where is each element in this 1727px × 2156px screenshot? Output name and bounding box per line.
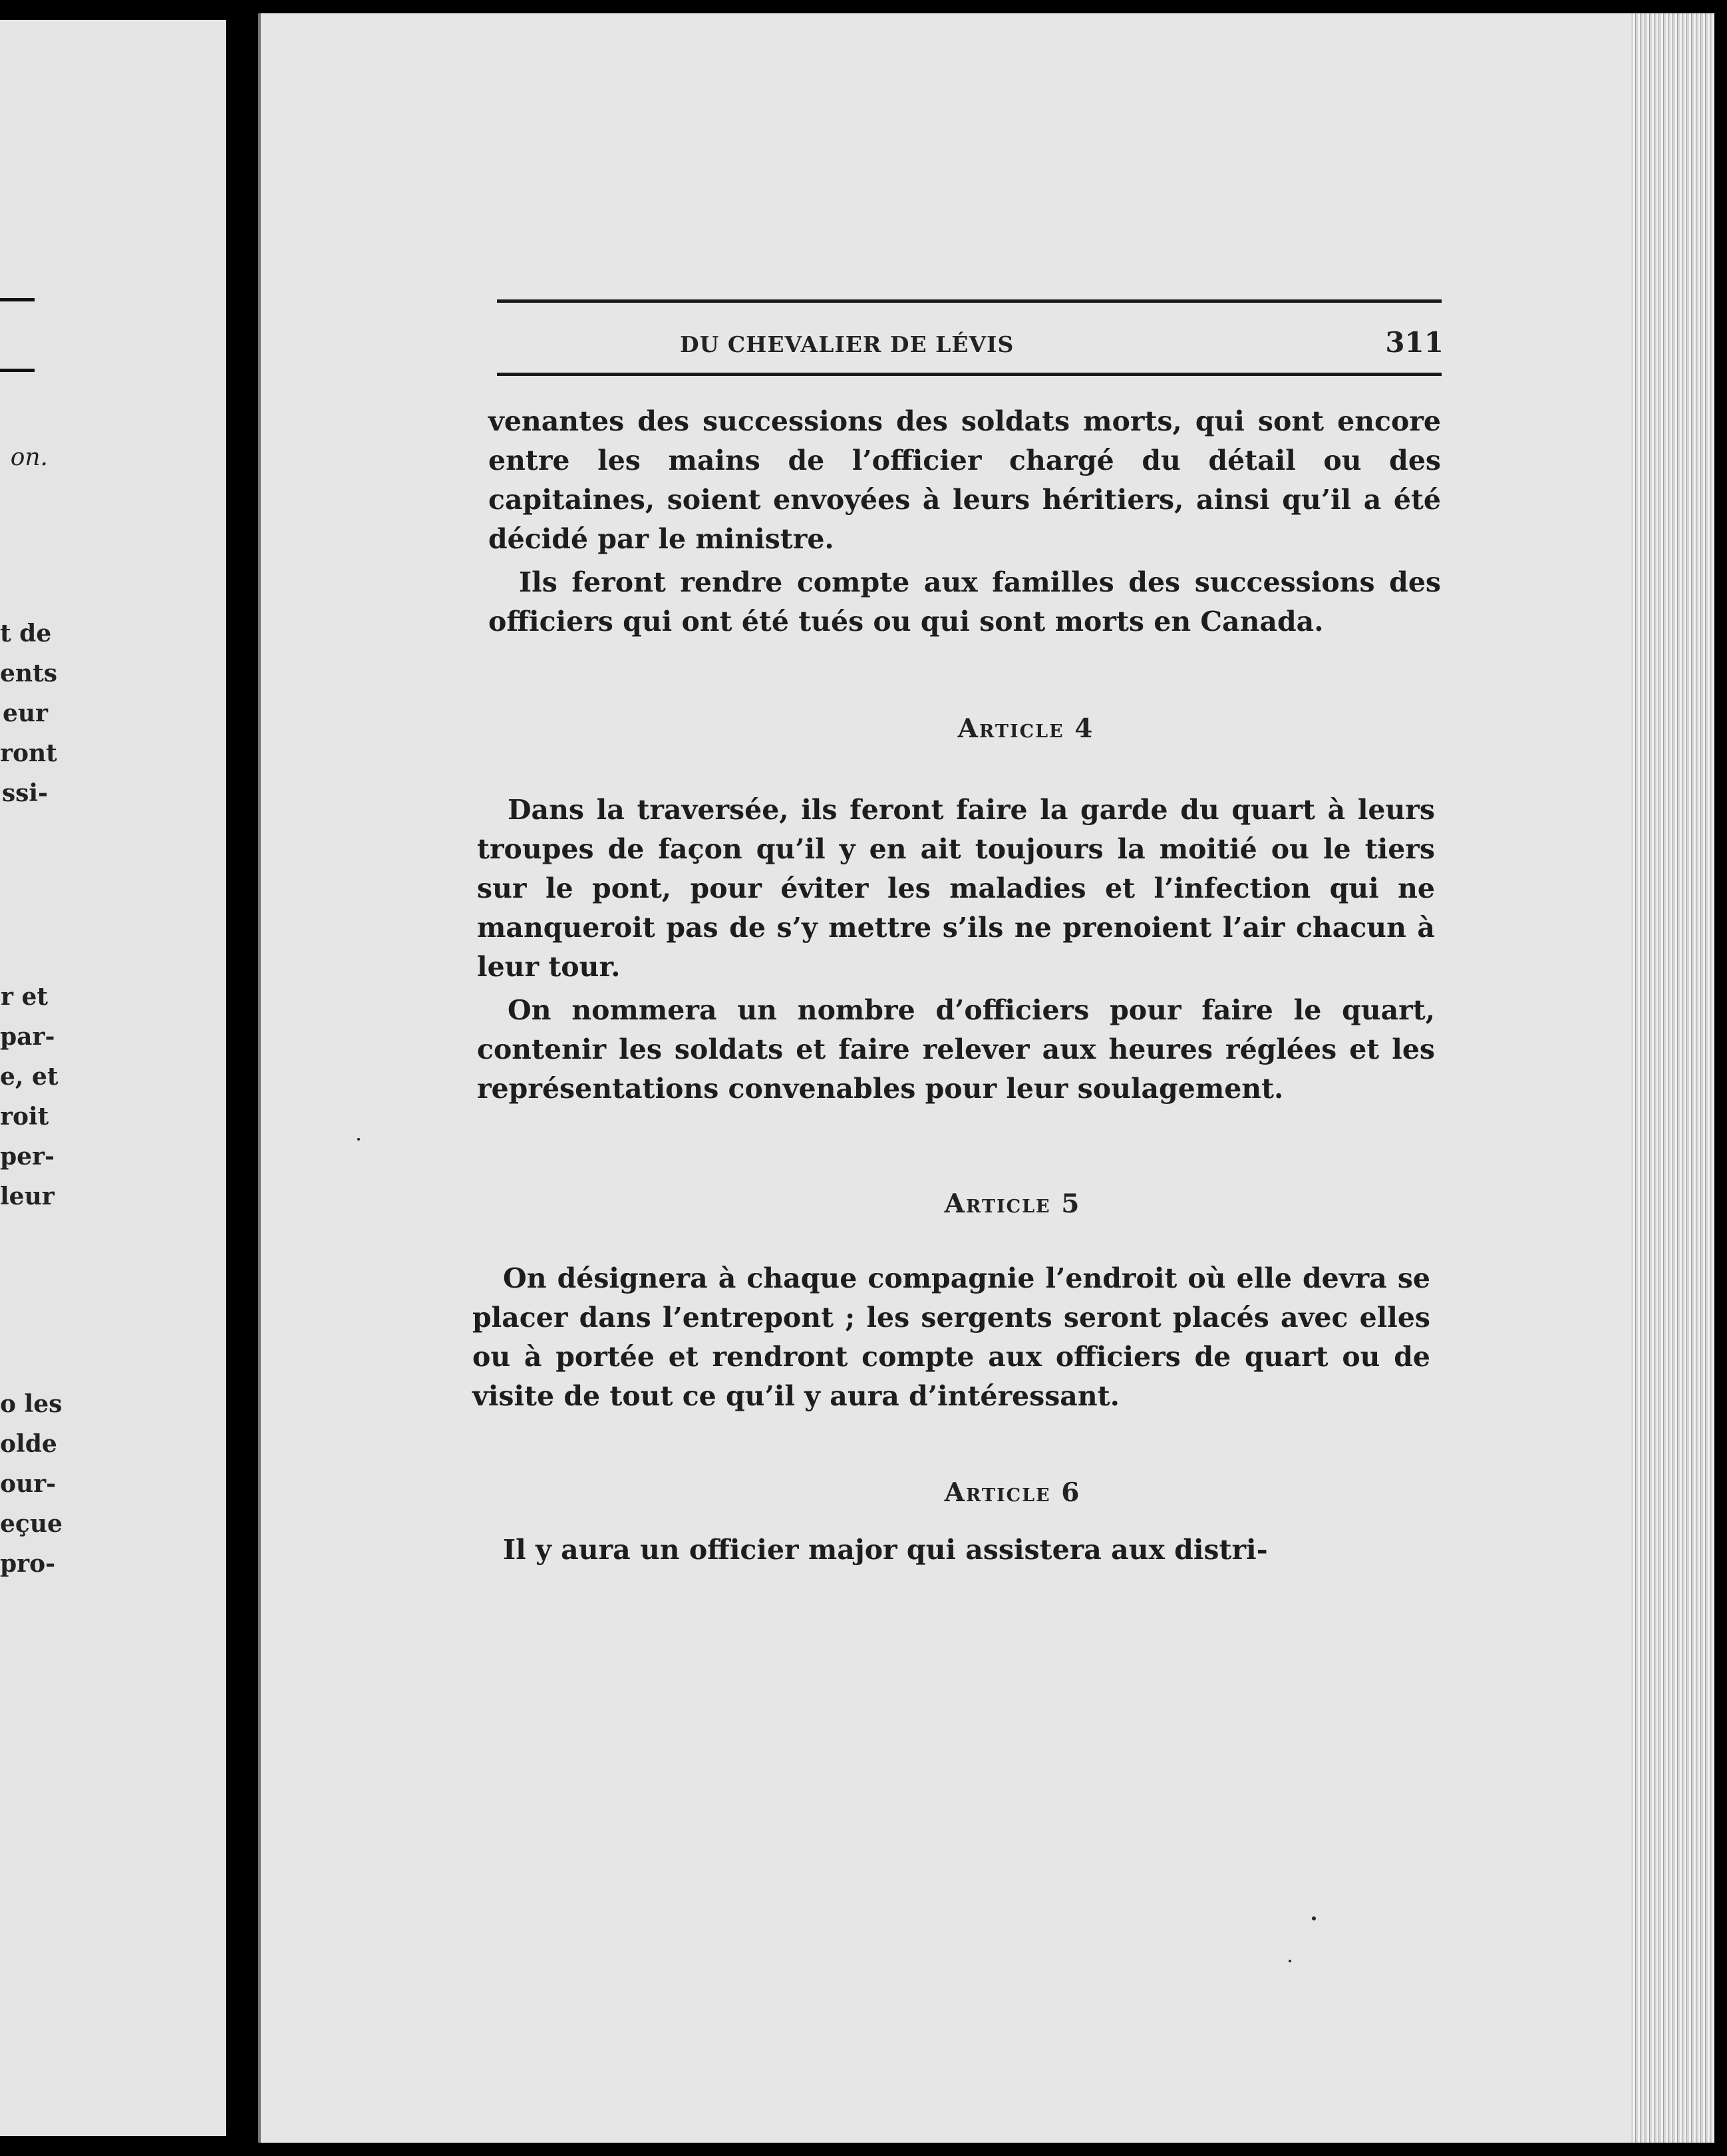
left-fragment: eçue — [0, 1510, 63, 1538]
paragraph: On nommera un nombre d’officiers pour faire le quart, contenir les soldats et faire relever aux heures réglées et les représentations convenables pour leur soulagement. — [477, 994, 1435, 1105]
left-fragment: per- — [0, 1143, 55, 1170]
article-4-heading: Article 4 — [957, 713, 1094, 744]
ink-speck — [357, 1138, 360, 1141]
left-fragment: r et — [0, 983, 48, 1011]
left-fragment: ront — [0, 739, 57, 767]
left-fragment: leur — [0, 1182, 55, 1210]
paragraph: Il y aura un officier major qui assistera aux distri- — [503, 1534, 1268, 1566]
page-number: 311 — [1385, 326, 1444, 359]
article-6-heading: Article 6 — [944, 1477, 1081, 1508]
header-rule-top — [497, 299, 1442, 303]
left-header-rule-bottom — [0, 369, 35, 372]
left-fragment: pro- — [0, 1550, 56, 1578]
left-header-rule-top — [0, 298, 35, 301]
book-page — [258, 13, 1714, 2143]
left-fragment: our- — [0, 1470, 57, 1498]
article-5-heading: Article 5 — [944, 1188, 1081, 1219]
ink-speck — [1312, 1916, 1316, 1920]
paragraph: On désignera à chaque compagnie l’endroit où elle devra se placer dans l’entrepont ; les sergents seront placés avec elles ou à portée et rendront compte aux officiers de quart ou de visite de tout ce qu’il y aura d’intéressant. — [472, 1262, 1430, 1412]
text-block-article-6 — [472, 1530, 1430, 1574]
left-fragment: par- — [0, 1023, 55, 1051]
page-edges — [1631, 13, 1714, 2143]
left-fragment: olde — [0, 1430, 57, 1458]
left-fragment: o les — [0, 1390, 63, 1418]
header-rule-bottom — [497, 373, 1442, 376]
left-fragment: t de — [0, 620, 52, 647]
paragraph: Dans la traversée, ils feront faire la garde du quart à leurs troupes de façon qu’il y en ait toujours la moitié ou le tiers sur le pont, pour éviter les maladies et l’infection qui ne manqueroit pas de s’y mettre s’ils ne prenoient l’air chacun à leur tour. — [477, 794, 1435, 983]
left-fragment: on. — [10, 444, 48, 471]
text-block-article-4 — [477, 791, 1435, 1113]
ink-speck — [1289, 1960, 1291, 1962]
left-fragment: e, et — [0, 1063, 59, 1091]
previous-page-fragment — [0, 20, 226, 2136]
left-fragment: eur — [2, 699, 48, 727]
paragraph: venantes des successions des soldats morts, qui sont encore entre les mains de l’officier chargé du détail ou des capitaines, soient envoyées à leurs héritiers, ainsi qu’il a été décidé par le ministre. — [488, 405, 1441, 555]
paragraph: Ils feront rendre compte aux familles des successions des officiers qui ont été tués ou qui sont morts en Canada. — [488, 566, 1441, 637]
text-block-intro — [488, 402, 1441, 645]
left-fragment: ssi- — [1, 779, 48, 807]
left-fragment: ents — [0, 659, 57, 687]
running-head: DU CHEVALIER DE LÉVIS — [680, 331, 1015, 357]
left-fragment: roit — [0, 1103, 49, 1131]
text-block-article-5 — [472, 1259, 1430, 1420]
